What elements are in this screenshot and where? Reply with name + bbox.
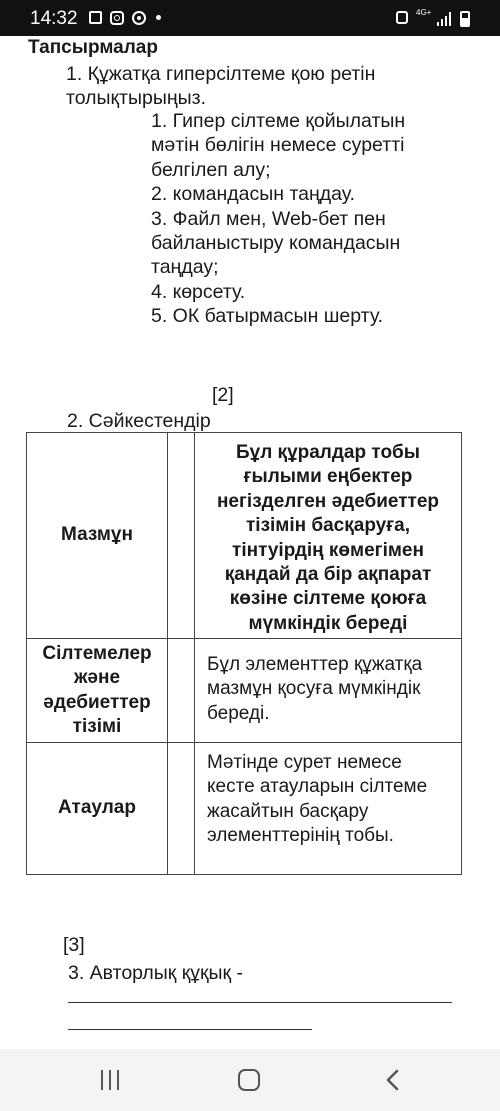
answer-line <box>68 1002 452 1003</box>
table-row <box>27 639 462 743</box>
instagram-icon <box>110 11 124 25</box>
definition-cell: Мәтінде сурет немесе кесте атауларын сілтеме жасайтын басқару элементтерінің тобы. <box>195 743 462 875</box>
list-item: 4. көрсету. <box>151 280 246 303</box>
back-icon[interactable] <box>382 1069 404 1091</box>
question-2: 2. Сәйкестендір <box>67 410 211 432</box>
definition-cell: Бұл элементтер құжатқа мазмұн қосуға мүмкіндік береді. <box>195 639 462 743</box>
home-icon[interactable] <box>238 1069 260 1091</box>
answer-cell <box>168 433 195 639</box>
list-item: 2. командасын таңдау. <box>151 183 356 206</box>
term-cell: Мазмұн <box>27 433 168 639</box>
term-cell: Атаулар <box>27 743 168 875</box>
status-bar <box>0 0 500 36</box>
signal-icon <box>437 12 453 26</box>
notification-dot-icon <box>156 15 161 20</box>
chrome-icon <box>132 11 146 25</box>
navigation-bar <box>0 1049 500 1111</box>
question-1: 1. Құжатқа гиперсілтеме қою ретін толықтырыңыз. <box>66 63 376 109</box>
alarm-icon <box>396 11 408 24</box>
table-row <box>27 743 462 875</box>
answer-line <box>68 1029 312 1030</box>
term-cell: Сілтемелер және әдебиеттер тізімі <box>27 639 168 743</box>
list-item: 1. Гипер сілтеме қойылатын мәтін бөлігін немесе суретті белгілеп алу; <box>151 110 406 181</box>
gallery-icon <box>89 11 102 24</box>
page-title: Тапсырмалар <box>28 37 158 58</box>
answer-cell <box>168 639 195 743</box>
matching-table <box>26 432 462 875</box>
network-label: 4G+ <box>416 8 432 17</box>
definition-cell: Бұл құралдар тобы ғылыми еңбектер негізделген әдебиеттер тізімін басқаруға, тінтуірдің көмегімен қандай да бір ақпарат көзіне сілтеме қоюға мүмкіндік береді <box>195 433 462 639</box>
score-label: [2] <box>212 384 234 406</box>
list-item: 5. ОК батырмасын шерту. <box>151 305 384 328</box>
answer-cell <box>168 743 195 875</box>
status-time: 14:32 <box>30 8 78 29</box>
table-row <box>27 433 462 639</box>
steps-list <box>151 109 451 329</box>
list-item: 3. Файл мен, Web-бет пен байланыстыру командасын таңдау; <box>151 207 401 279</box>
recent-apps-icon[interactable] <box>99 1070 121 1090</box>
battery-icon <box>460 11 470 27</box>
score-label: [3] <box>63 934 85 956</box>
question-3: 3. Авторлық құқық - <box>68 962 243 984</box>
